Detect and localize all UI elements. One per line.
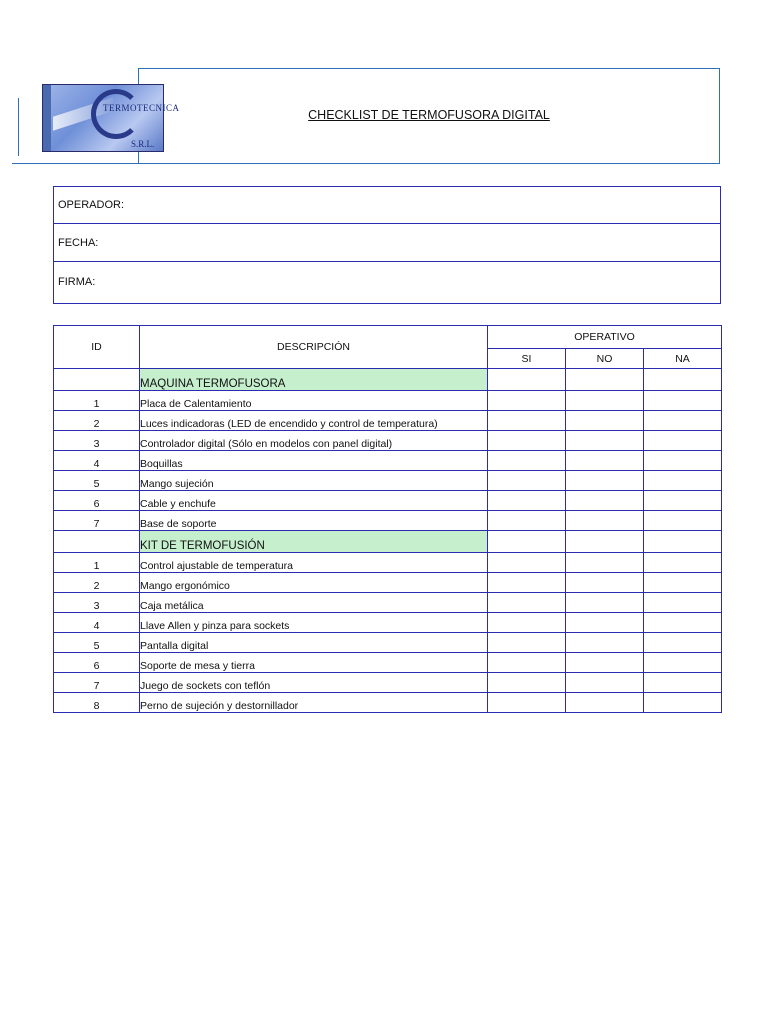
table-row [54,391,722,411]
table-row [54,573,722,593]
logo-subtext: S.R.L. [131,139,155,149]
check-na-cell[interactable] [644,593,722,613]
header-si: SI [488,349,566,369]
check-na-cell[interactable] [644,553,722,573]
item-id: 3 [54,431,140,451]
check-no-cell[interactable] [566,471,644,491]
table-row [54,411,722,431]
check-no-cell[interactable] [566,673,644,693]
check-na-cell[interactable] [644,471,722,491]
item-id: 4 [54,451,140,471]
check-na-cell[interactable] [644,391,722,411]
header-decor-horizontal-line [12,163,139,164]
item-id: 4 [54,613,140,633]
item-description: Caja metálica [140,593,488,613]
item-description: Controlador digital (Sólo en modelos con panel digital) [140,431,488,451]
check-na-cell[interactable] [644,653,722,673]
item-description: Boquillas [140,451,488,471]
item-id: 6 [54,653,140,673]
header-decor-vertical-line [18,98,19,156]
check-si-cell[interactable] [488,653,566,673]
item-id: 5 [54,471,140,491]
item-id: 1 [54,553,140,573]
check-na-cell[interactable] [644,693,722,713]
check-no-cell[interactable] [566,593,644,613]
operador-row[interactable] [54,187,720,224]
logo-text: TERMOTECNICA [103,103,180,113]
header-no: NO [566,349,644,369]
section-row [54,531,722,553]
check-si-cell[interactable] [488,693,566,713]
check-si-cell[interactable] [488,491,566,511]
item-description: Mango sujeción [140,471,488,491]
check-no-cell[interactable] [566,511,644,531]
check-si-cell[interactable] [488,431,566,451]
check-si-cell[interactable] [488,451,566,471]
table-row [54,471,722,491]
check-na-cell[interactable] [644,633,722,653]
table-row [54,673,722,693]
check-si-cell[interactable] [488,411,566,431]
item-id: 7 [54,673,140,693]
item-description: Perno de sujeción y destornillador [140,693,488,713]
document-title: CHECKLIST DE TERMOFUSORA DIGITAL [308,108,550,122]
check-no-cell[interactable] [566,653,644,673]
item-description: Juego de sockets con teflón [140,673,488,693]
check-si-cell[interactable] [488,613,566,633]
item-description: Mango ergonómico [140,573,488,593]
section-row [54,369,722,391]
item-description: Cable y enchufe [140,491,488,511]
table-row [54,431,722,451]
check-no-cell[interactable] [566,693,644,713]
check-no-cell[interactable] [566,431,644,451]
item-description: Luces indicadoras (LED de encendido y control de temperatura) [140,411,488,431]
check-no-cell[interactable] [566,391,644,411]
check-na-cell[interactable] [644,431,722,451]
check-no-cell[interactable] [566,633,644,653]
check-si-cell[interactable] [488,633,566,653]
header-id: ID [54,326,140,369]
item-description: Pantalla digital [140,633,488,653]
section-check-na-cell [644,531,722,553]
check-si-cell[interactable] [488,673,566,693]
check-si-cell[interactable] [488,511,566,531]
item-description: Soporte de mesa y tierra [140,653,488,673]
check-na-cell[interactable] [644,613,722,633]
section-id-cell [54,531,140,553]
table-row [54,511,722,531]
item-id: 5 [54,633,140,653]
table-row [54,613,722,633]
firma-label: FIRMA: [58,276,96,288]
check-na-cell[interactable] [644,451,722,471]
item-description: Control ajustable de temperatura [140,553,488,573]
table-row [54,491,722,511]
check-si-cell[interactable] [488,391,566,411]
check-no-cell[interactable] [566,613,644,633]
item-id: 2 [54,411,140,431]
header-descripcion: DESCRIPCIÓN [140,326,488,369]
item-id: 3 [54,593,140,613]
check-si-cell[interactable] [488,553,566,573]
check-no-cell[interactable] [566,553,644,573]
fecha-row[interactable] [54,224,720,262]
checklist-body [54,369,722,713]
section-title: MAQUINA TERMOFUSORA [140,369,488,391]
logo-letter-c-icon [91,89,141,139]
item-description: Placa de Calentamiento [140,391,488,411]
checklist-table [53,325,722,713]
header-operativo: OPERATIVO [488,326,722,349]
check-no-cell[interactable] [566,411,644,431]
item-description: Base de soporte [140,511,488,531]
table-row [54,653,722,673]
section-check-si-cell [488,369,566,391]
table-row [54,593,722,613]
table-row [54,451,722,471]
operator-info-box [53,186,721,304]
item-description: Llave Allen y pinza para sockets [140,613,488,633]
section-title: KIT DE TERMOFUSIÓN [140,531,488,553]
section-check-si-cell [488,531,566,553]
section-check-no-cell [566,531,644,553]
fecha-label: FECHA: [58,237,99,249]
check-si-cell[interactable] [488,471,566,491]
section-id-cell [54,369,140,391]
item-id: 2 [54,573,140,593]
check-si-cell[interactable] [488,593,566,613]
firma-row[interactable] [54,262,720,304]
section-check-no-cell [566,369,644,391]
check-na-cell[interactable] [644,673,722,693]
section-check-na-cell [644,369,722,391]
check-na-cell[interactable] [644,573,722,593]
table-row [54,553,722,573]
item-id: 1 [54,391,140,411]
check-na-cell[interactable] [644,411,722,431]
check-no-cell[interactable] [566,451,644,471]
table-row [54,633,722,653]
item-id: 6 [54,491,140,511]
table-row [54,693,722,713]
item-id: 8 [54,693,140,713]
check-na-cell[interactable] [644,511,722,531]
item-id: 7 [54,511,140,531]
check-no-cell[interactable] [566,491,644,511]
check-na-cell[interactable] [644,491,722,511]
check-no-cell[interactable] [566,573,644,593]
header-na: NA [644,349,722,369]
operador-label: OPERADOR: [58,199,125,211]
check-si-cell[interactable] [488,573,566,593]
